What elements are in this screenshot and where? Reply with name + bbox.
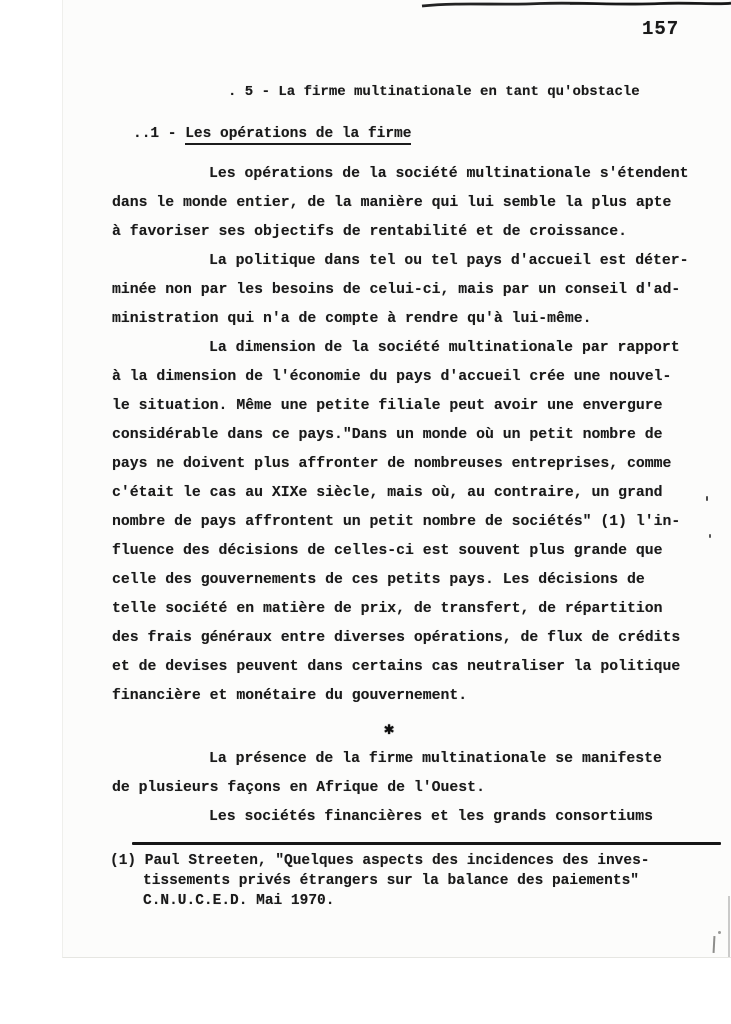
text-line: tissements privés étrangers sur la balance des paiements" bbox=[143, 873, 639, 889]
text-line: Les sociétés financières et les grands consortiums bbox=[209, 809, 653, 825]
scan-mark-dot bbox=[718, 931, 721, 934]
text-line: des frais généraux entre diverses opérations, de flux de crédits bbox=[112, 630, 681, 646]
text-line: Les opérations de la société multinationale s'étendent bbox=[209, 166, 689, 182]
text-line: de plusieurs façons en Afrique de l'Ouest. bbox=[112, 780, 485, 796]
separator-asterisk: ✱ bbox=[384, 721, 395, 740]
scan-edge-line bbox=[728, 896, 730, 957]
page-number: 157 bbox=[642, 18, 680, 40]
text-line: c'était le cas au XIXe siècle, mais où, au contraire, un grand bbox=[112, 485, 663, 501]
footnote-rule bbox=[132, 842, 721, 845]
section-title: Les opérations de la firme bbox=[185, 126, 411, 145]
text-line: à favoriser ses objectifs de rentabilité et de croissance. bbox=[112, 224, 628, 240]
text-line: La présence de la firme multinationale se manifeste bbox=[209, 751, 662, 767]
text-line: ministration qui n'a de compte à rendre qu'à lui-même. bbox=[112, 311, 592, 327]
text-line: La politique dans tel ou tel pays d'accueil est déter- bbox=[209, 253, 689, 269]
text-line: considérable dans ce pays."Dans un monde où un petit nombre de bbox=[112, 427, 663, 443]
scan-edge-artifact bbox=[420, 0, 731, 10]
section-heading bbox=[133, 126, 411, 142]
text-line: minée non par les besoins de celui-ci, mais par un conseil d'ad- bbox=[112, 282, 681, 298]
scan-speck bbox=[709, 534, 711, 538]
body-text bbox=[112, 160, 722, 832]
text-line: La dimension de la société multinationale par rapport bbox=[209, 340, 680, 356]
text-line: pays ne doivent plus affronter de nombreuses entreprises, comme bbox=[112, 456, 672, 472]
scan-speck bbox=[706, 496, 708, 501]
text-line: nombre de pays affrontent un petit nombre de sociétés" (1) l'in- bbox=[112, 514, 681, 530]
text-line: le situation. Même une petite filiale peut avoir une envergure bbox=[112, 398, 663, 414]
text-line: fluence des décisions de celles-ci est souvent plus grande que bbox=[112, 543, 663, 559]
text-line: à la dimension de l'économie du pays d'accueil crée une nouvel- bbox=[112, 369, 672, 385]
text-line: (1) Paul Streeten, "Quelques aspects des incidences des inves- bbox=[110, 853, 650, 869]
chapter-heading: . 5 - La firme multinationale en tant qu'obstacle bbox=[228, 84, 640, 100]
text-line: dans le monde entier, de la manière qui lui semble la plus apte bbox=[112, 195, 672, 211]
text-line: celle des gouvernements de ces petits pays. Les décisions de bbox=[112, 572, 645, 588]
text-line: et de devises peuvent dans certains cas neutraliser la politique bbox=[112, 659, 681, 675]
text-line: financière et monétaire du gouvernement. bbox=[112, 688, 468, 704]
section-number: ..1 - bbox=[133, 126, 186, 142]
footnote bbox=[110, 851, 710, 911]
text-line: C.N.U.C.E.D. Mai 1970. bbox=[143, 893, 335, 909]
text-line: telle société en matière de prix, de transfert, de répartition bbox=[112, 601, 663, 617]
